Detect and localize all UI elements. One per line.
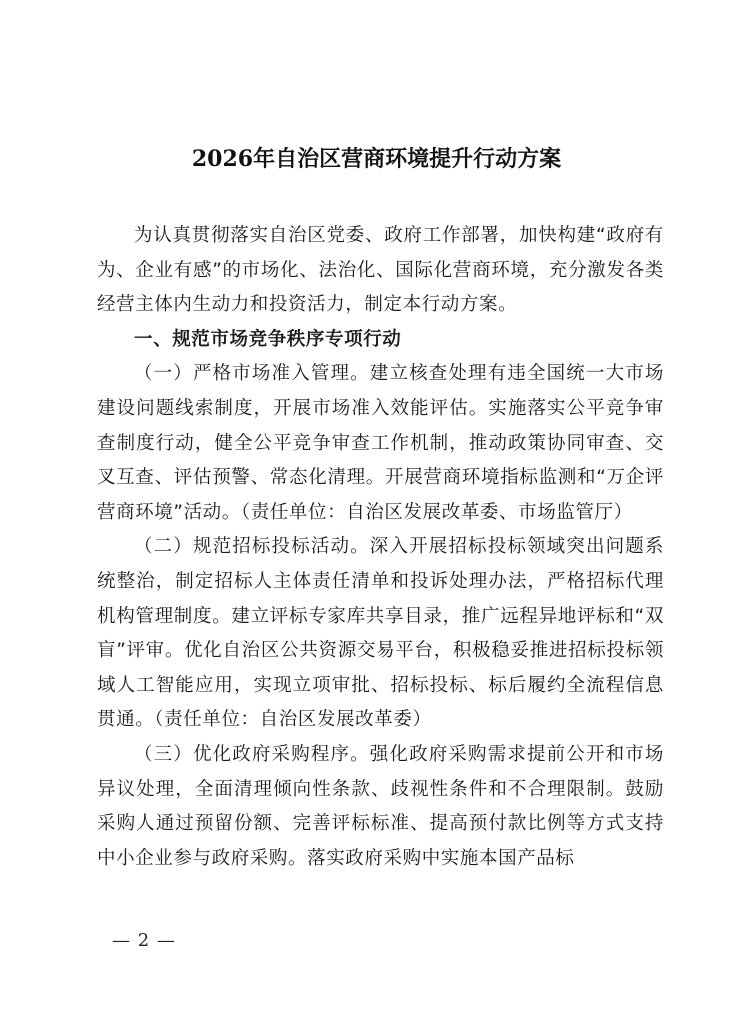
- item-paragraph-1: （一）严格市场准入管理。建立核查处理有违全国统一大市场建设问题线索制度，开展市场准入效能评估。实施落实公平竞争审查制度行动，健全公平竞争审查工作机制，推动政策协同审查、交叉互查、评估预警、常态化清理。开展营商环境指标监测和“万企评营商环境”活动。（责任单位：自治区发展改革委、市场监管厅）: [97, 363, 664, 523]
- document-body: [97, 219, 664, 876]
- intro-paragraph: 为认真贯彻落实自治区党委、政府工作部署，加快构建“政府有为、企业有感”的市场化、法治化、国际化营商环境，充分激发各类经营主体内生动力和投资活力，制定本行动方案。: [97, 225, 664, 316]
- document-title: 2026年自治区营商环境提升行动方案: [191, 146, 562, 172]
- page-number: — 2 —: [112, 930, 176, 951]
- section-heading: 一、规范市场竞争秩序专项行动: [134, 328, 402, 350]
- item-paragraph-3: （三）优化政府采购程序。强化政府采购需求提前公开和市场异议处理，全面清理倾向性条款、歧视性条件和不合理限制。鼓励采购人通过预留份额、完善评标标准、提高预付款比例等方式支持中小企业参与政府采购。落实政府采购中实施本国产品标: [97, 743, 664, 869]
- item-paragraph-2: （二）规范招标投标活动。深入开展招标投标领域突出问题系统整治，制定招标人主体责任清单和投诉处理办法，严格招标代理机构管理制度。建立评标专家库共享目录，推广远程异地评标和“双盲”评审。优化自治区公共资源交易平台，积极稳妥推进招标投标领域人工智能应用，实现立项审批、招标投标、标后履约全流程信息贯通。（责任单位：自治区发展改革委）: [97, 536, 664, 731]
